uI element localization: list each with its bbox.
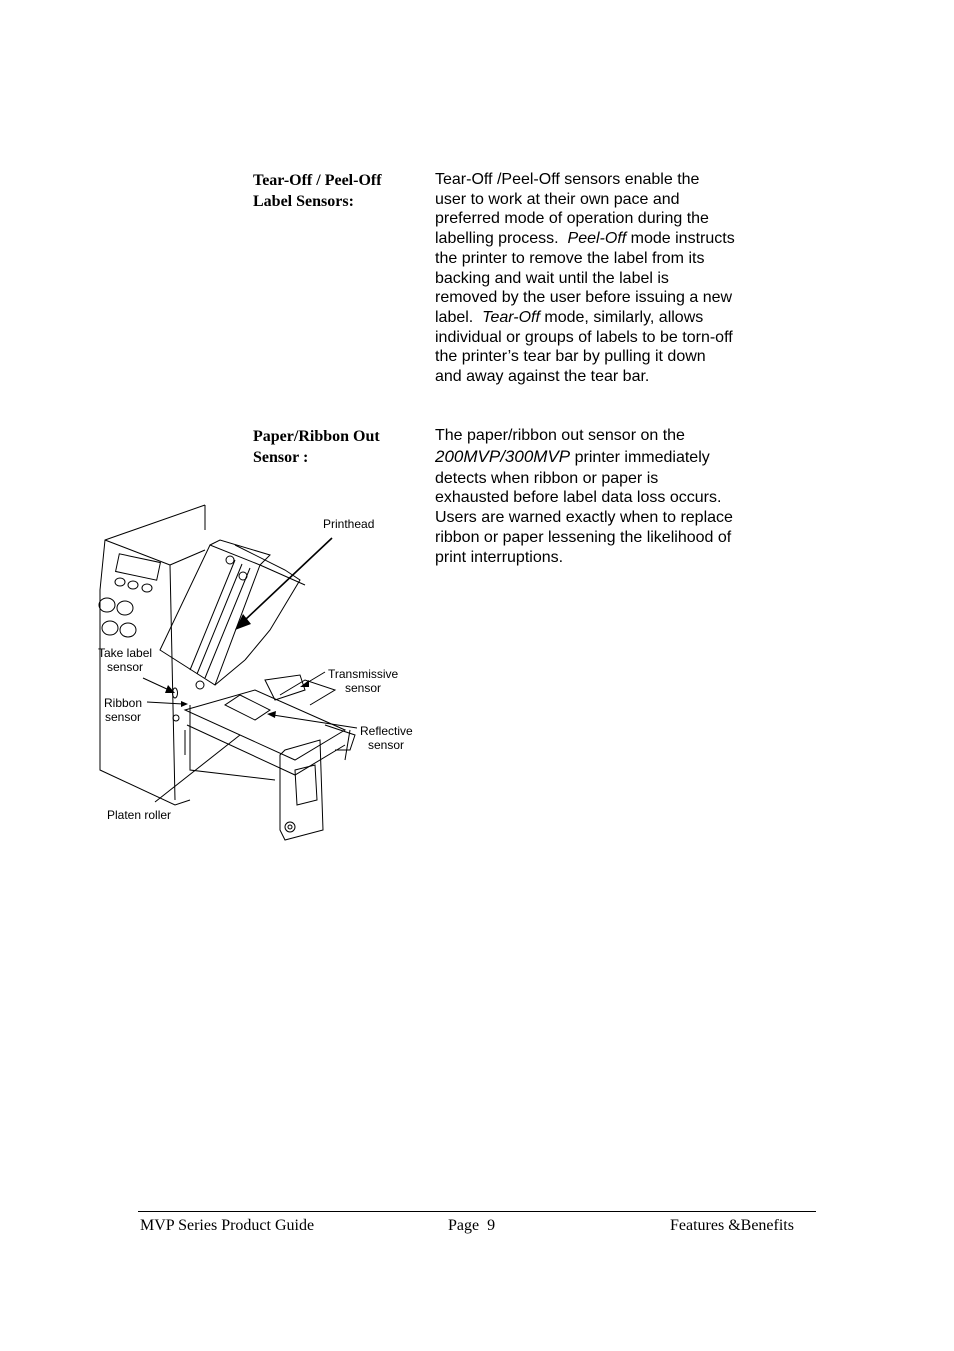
body-text-run: mode instructs [626,230,735,248]
body-line: individual or groups of labels to be torn-off [435,328,733,346]
body-line: user to work at their own pace and [435,190,680,208]
label-reflective-line2: sensor [368,738,405,752]
model-name: 200MVP/300MVP [435,446,571,466]
tear-off-term: Tear-Off [482,308,540,326]
heading-line: Sensor : [253,449,309,466]
body-line: preferred mode of operation during the [435,210,709,228]
body-line: detects when ribbon or paper is [435,469,659,487]
body-line: print interruptions. [435,548,564,566]
body-line: the printer’s tear bar by pulling it down [435,348,706,366]
footer-page-number: Page 9 [448,1217,496,1234]
label-ribbon-line1: Ribbon [104,696,143,710]
body-text-run: labelling process. [435,230,568,248]
heading-line: Tear-Off / Peel-Off [253,172,382,189]
label-transmissive-line2: sensor [345,681,382,695]
body-text-run: printer immediately [570,448,710,466]
body-line: removed by the user before issuing a new [435,289,733,307]
body-line [435,229,775,249]
body-line: The paper/ribbon out sensor on the [435,427,685,444]
label-reflective-line1: Reflective [360,724,413,738]
body-line: backing and wait until the label is [435,269,669,287]
body-text-run: label. [435,308,483,326]
body-line [435,308,775,328]
peel-off-term: Peel-Off [567,230,627,248]
label-transmissive-line1: Transmissive [328,667,399,681]
footer-rule [138,1211,816,1212]
footer-right: Features &Benefits [670,1217,794,1234]
leader-arrowheads [165,614,309,718]
body-line: exhausted before label data loss occurs. [435,489,722,507]
body-text-run: mode, similarly, allows [539,308,704,326]
body-line: Tear-Off /Peel-Off sensors enable the [435,171,700,188]
heading-line: Paper/Ribbon Out [253,428,380,445]
label-take-label-line2: sensor [107,660,144,674]
body-line: ribbon or paper lessening the likelihood of [435,528,732,546]
leader-lines [143,538,357,802]
label-ribbon-line2: sensor [105,710,142,724]
footer-left: MVP Series Product Guide [140,1217,315,1234]
body-line: and away against the tear bar. [435,368,650,386]
label-printhead: Printhead [323,517,375,531]
section-body-paper-ribbon [435,426,775,567]
body-line: Users are warned exactly when to replace [435,509,733,527]
label-platen-roller: Platen roller [107,808,172,822]
heading-line: Label Sensors: [253,193,354,210]
section-body-tear-off [435,170,775,387]
body-line [435,446,775,469]
printer-diagram [95,500,415,850]
body-line: the printer to remove the label from its [435,249,705,267]
section-heading-tear-off [253,170,382,212]
label-take-label-line1: Take label [98,646,153,660]
section-heading-paper-ribbon [253,426,380,468]
